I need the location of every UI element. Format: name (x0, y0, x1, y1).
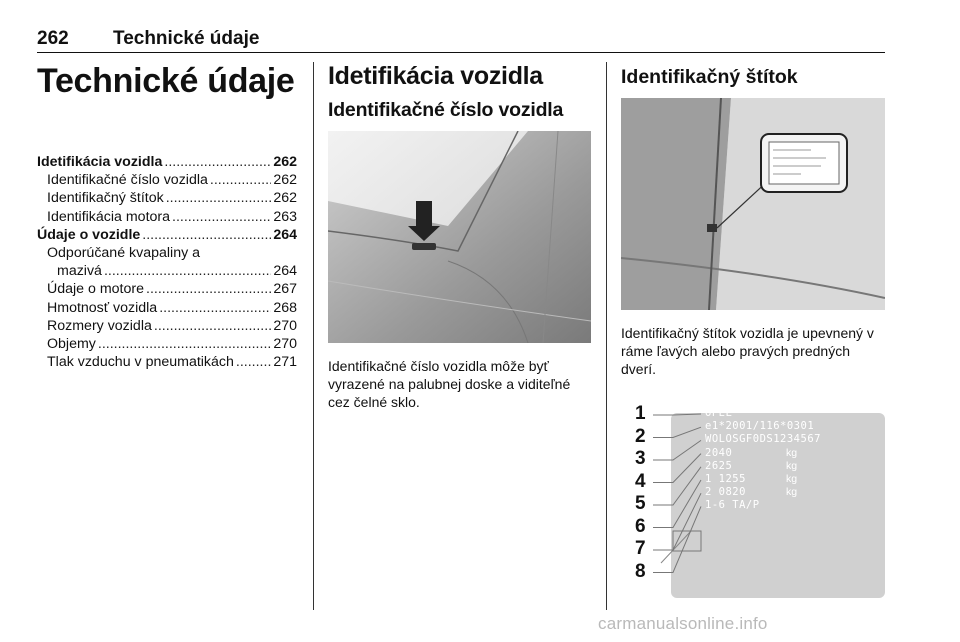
plate-figure (621, 393, 885, 598)
plate-callout-number: 3 (635, 448, 646, 469)
toc-entry-page: 268 (273, 299, 297, 316)
toc-leader-dots (142, 226, 271, 244)
plate-text-line: OPEL (705, 407, 733, 419)
plate-callout-number: 1 (635, 403, 646, 424)
vehicle-identification-column (328, 62, 593, 411)
plate-text-line: WOLOSGF0DS1234567 (705, 433, 821, 446)
toc-entry-page: 264 (273, 226, 297, 243)
toc-entry-page: 267 (273, 281, 297, 298)
toc-entry[interactable] (37, 280, 297, 298)
toc-entry[interactable] (37, 226, 297, 244)
door-frame-figure (621, 98, 885, 310)
page-number: 262 (37, 28, 69, 49)
toc-entry-text: Identifikácia motora (47, 208, 171, 225)
toc-entry-page: 271 (273, 354, 297, 371)
plate-text-line: 2 0820 (705, 486, 746, 499)
toc-entry[interactable] (37, 262, 297, 280)
toc-leader-dots (146, 280, 271, 298)
toc-entry[interactable] (37, 335, 297, 353)
plate-text-line: 1 1255 (705, 473, 746, 485)
toc-entry-page: 262 (273, 190, 297, 207)
vin-heading: Identifikačné číslo vozidla (328, 99, 564, 121)
vin-paragraph: Identifikačné číslo vozidla môže byť vyrazené na palubnej doske a viditeľné cez čelné sklo. (328, 358, 571, 410)
header-title: Technické údaje (113, 28, 260, 49)
toc-entry-page: 270 (273, 317, 297, 334)
toc-leader-dots (154, 317, 271, 335)
plate-unit: kg (786, 446, 798, 459)
toc-entry-page: 270 (273, 336, 297, 353)
plate-callout-number: 8 (635, 560, 646, 582)
page-header (37, 28, 885, 53)
plate-text-line: 2040 (705, 446, 733, 459)
toc-entry[interactable] (37, 353, 297, 371)
table-of-contents (37, 153, 297, 371)
column-divider-1 (313, 62, 314, 610)
toc-entry-text: Údaje o motore (47, 281, 144, 298)
toc-entry-page: 263 (273, 208, 297, 225)
plate-callout-number: 5 (635, 493, 646, 514)
toc-entry-text: Objemy (47, 336, 96, 353)
toc-leader-dots (210, 171, 271, 189)
toc-entry-text: Hmotnosť vozidla (47, 299, 158, 316)
toc-entry[interactable] (37, 317, 297, 335)
plate-text-line: 1-6 TA/P (705, 499, 760, 512)
toc-entry-text: mazivá (57, 263, 102, 280)
watermark: carmanualsonline.info (598, 614, 768, 633)
column-divider-2 (606, 62, 607, 610)
main-title: Technické údaje (37, 62, 295, 100)
toc-entry-text: Idetifikácia vozidla (37, 154, 163, 170)
toc-leader-dots (166, 189, 272, 207)
toc-entry-text: Rozmery vozidla (47, 317, 152, 334)
toc-leader-dots (104, 262, 271, 280)
plate-unit: kg (786, 486, 798, 499)
toc-leader-dots (98, 335, 271, 353)
toc-column (37, 62, 297, 371)
plate-callout-number: 4 (635, 470, 646, 492)
plate-text-line: e1*2001/116*0301 (705, 420, 815, 433)
plate-column (621, 62, 886, 598)
section-title: Idetifikácia vozidla (328, 62, 543, 90)
toc-entry[interactable] (37, 299, 297, 317)
toc-leader-dots (236, 353, 271, 371)
plate-paragraph: Identifikačný štítok vozidla je upevnený v ráme ľavých alebo pravých predných dverí. (621, 325, 874, 377)
toc-leader-dots (172, 208, 271, 226)
toc-entry[interactable] (37, 208, 297, 226)
plate-callout-number: 6 (635, 515, 646, 537)
toc-entry[interactable] (37, 189, 297, 207)
plate-text-line: 2625 (705, 459, 733, 472)
toc-entry-text: Odporúčané kvapaliny a (47, 245, 201, 262)
toc-entry-page: 264 (273, 263, 297, 280)
toc-entry[interactable] (37, 244, 297, 262)
toc-entry-page: 262 (273, 172, 297, 189)
vin-location-figure (328, 131, 591, 343)
toc-entry-text: Identifikačné číslo vozidla (47, 172, 208, 189)
toc-entry[interactable] (37, 153, 297, 171)
toc-entry-text: Identifikačný štítok (47, 190, 164, 207)
toc-entry-text: Údaje o vozidle (37, 226, 141, 243)
plate-unit: kg (786, 459, 798, 472)
plate-unit: kg (786, 473, 798, 485)
toc-entry-page: 262 (273, 154, 297, 170)
plate-callout-number: 2 (635, 425, 646, 447)
plate-callout-number: 7 (635, 538, 646, 559)
plate-heading: Identifikačný štítok (621, 66, 798, 88)
toc-entry-text: Tlak vzduchu v pneumatikách (47, 354, 234, 371)
toc-leader-dots (159, 299, 271, 317)
toc-leader-dots (164, 153, 271, 171)
toc-entry[interactable] (37, 171, 297, 189)
